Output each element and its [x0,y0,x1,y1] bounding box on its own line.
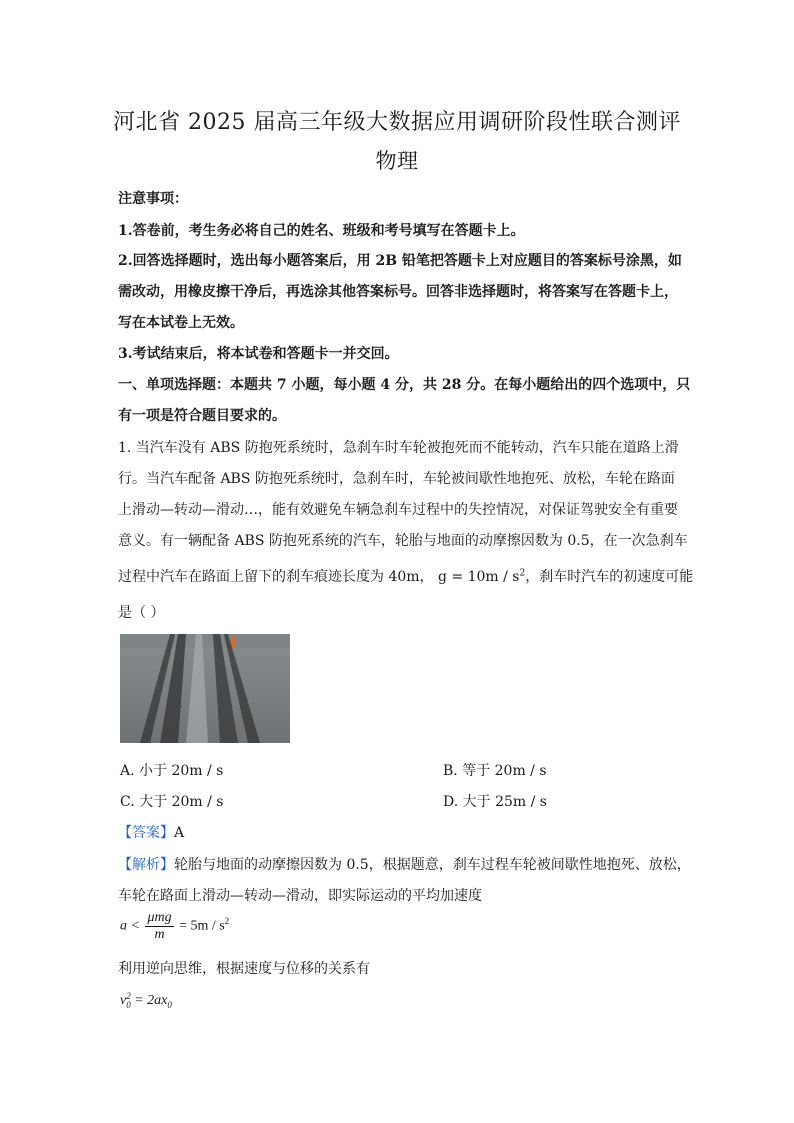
analysis-line-1 [118,854,691,874]
analysis-line-1-text: 轮胎与地面的动摩擦因数为 0.5，根据题意，刹车过程车轮被间歇性地抱死、放松， [174,857,691,873]
formula-1-numerator: μmg [147,910,172,925]
formula-1-denominator: m [154,927,165,942]
option-b: B. 等于 20m / s [443,763,547,779]
skid-marks-photo [120,634,290,743]
notice-item-2-line-3: 写在本试卷上无效。 [118,315,244,331]
formula-1-lhs: a < [120,918,140,934]
formula-2-rhs-subscript: 0 [167,1000,172,1011]
formula-1-rhs-exponent: 2 [224,916,230,927]
formula-1-fraction [145,910,173,943]
question-1-line-4: 意义。有一辆配备 ABS 防抱死系统的汽车，轮胎与地面的动摩擦因数为 0.5，在一次急刹车 [118,533,688,549]
formula-2-exponent: 2 [126,991,131,1001]
question-1-line-5 [118,566,694,586]
formula-2-v: v [120,993,127,1009]
question-1-line-5-part-b: ，刹车时汽车的初速度可能 [525,569,694,585]
question-1-line-5-part-a: 过程中汽车在路面上留下的刹车痕迹长度为 40m， g = 10m / s [118,569,520,585]
formula-1-rhs: = 5m / s [179,918,225,934]
formula-2-subscript: 0 [126,1000,131,1010]
notice-item-1: 1.答卷前，考生务必将自己的姓名、班级和考号填写在答题卡上。 [118,223,525,239]
question-1-line-5-exponent: 2 [519,568,526,579]
analysis-line-3: 利用逆向思维，根据速度与位移的关系有 [118,961,370,977]
notice-heading: 注意事项： [118,191,188,207]
answer-tag: 【答案】 [118,825,174,841]
formula-2-rhs: = 2ax [130,993,168,1009]
option-c: C. 大于 20m / s [120,794,224,810]
analysis-line-2: 车轮在路面上滑动—转动—滑动，即实际运动的平均加速度 [118,888,482,904]
formula-acceleration [120,910,229,943]
skid-marks-illustration [120,634,290,743]
answer-line [118,822,678,842]
notice-item-2-line-2: 需改动，用橡皮擦干净后，再选涂其他答案标号。回答非选择题时，将答案写在答题卡上， [118,284,678,300]
formula-velocity-displacement [120,992,172,1010]
section-heading-line-2: 有一项是符合题目要求的。 [118,408,286,424]
section-heading-line-1: 一、单项选择题：本题共 7 小题，每小题 4 分，共 28 分。在每小题给出的四个选项中，只 [118,377,691,393]
notice-item-2-line-1: 2.回答选择题时，选出每小题答案后，用 2B 铅笔把答题卡上对应题目的答案标号涂黑，如 [118,253,682,269]
question-1-line-3: 上滑动—转动—滑动…，能有效避免车辆急刹车过程中的失控情况，对保证驾驶安全有重要 [118,502,678,518]
subject-title: 物理 [375,149,419,173]
option-a: A. 小于 20m / s [120,763,224,779]
answer-value: A [174,825,185,841]
analysis-tag: 【解析】 [118,857,174,873]
question-1-line-2: 行。当汽车配备 ABS 防抱死系统时，急刹车时，车轮被间歇性地抱死、放松，车轮在路面 [118,471,675,487]
notice-item-3: 3.考试结束后，将本试卷和答题卡一并交回。 [118,346,399,362]
option-d: D. 大于 25m / s [443,794,547,810]
question-1-line-6: 是（ ） [118,605,165,621]
exam-title: 河北省 2025 届高三年级大数据应用调研阶段性联合测评 [113,110,681,135]
question-1-line-1: 1. 当汽车没有 ABS 防抱死系统时，急刹车时车轮被抱死而不能转动，汽车只能在道路上滑 [118,440,679,456]
